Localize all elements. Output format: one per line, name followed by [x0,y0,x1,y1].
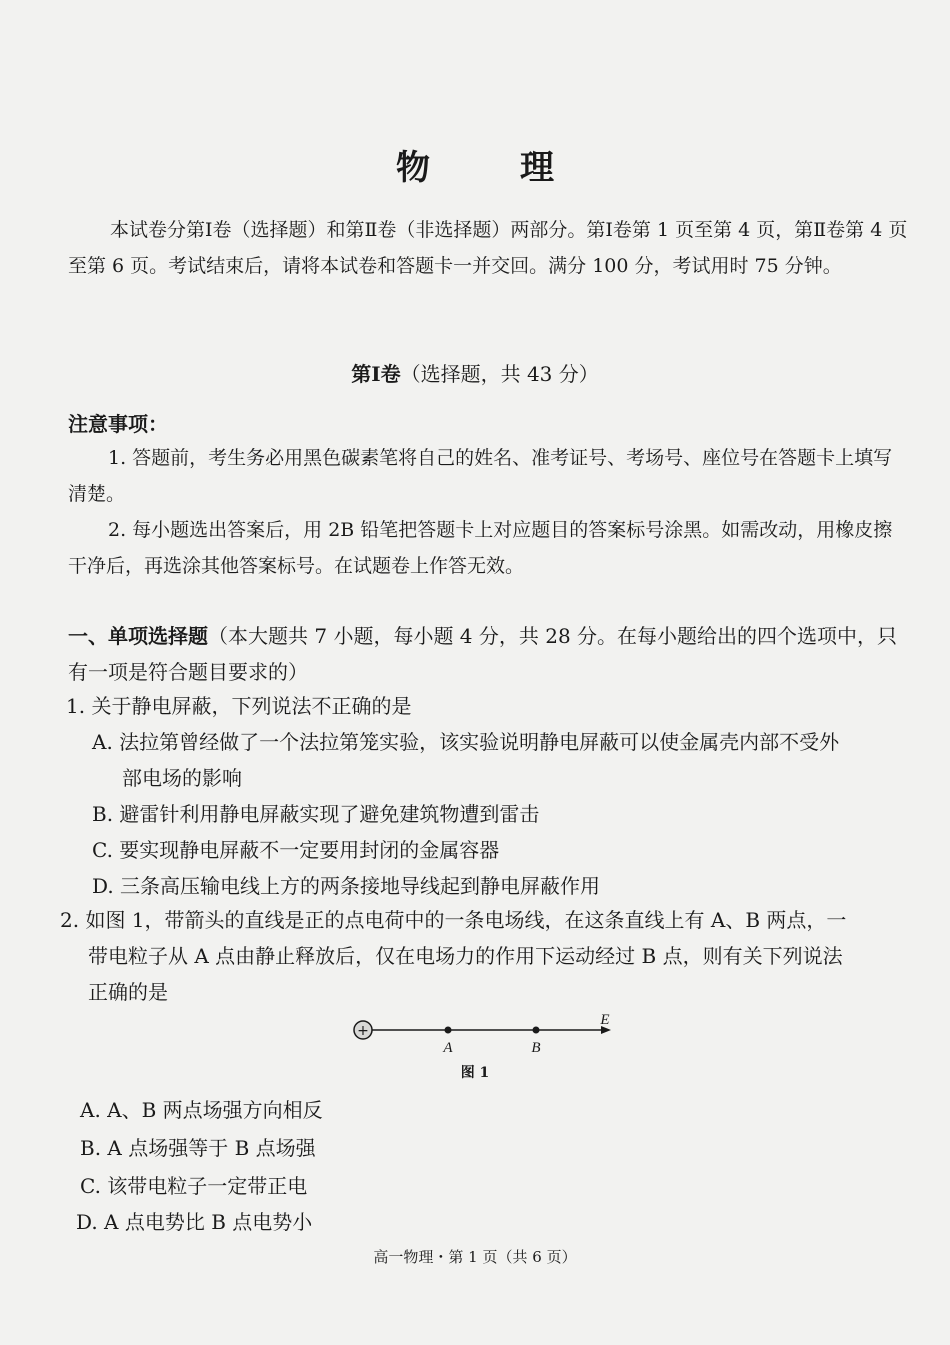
question-1-option-d: D. 三条高压输电线上方的两条接地导线起到静电屏蔽作用 [92,874,601,898]
intro-paragraph: 本试卷分第Ⅰ卷（选择题）和第Ⅱ卷（非选择题）两部分。第Ⅰ卷第 1 页至第 4 页，第Ⅱ卷第 4 页至第 6 页。考试结束后，请将本试卷和答题卡一并交回。满分 100 分，考试用时 75 分钟。 [68,219,908,277]
charge-sign: + [357,1023,369,1039]
page-title: 物 理 [396,148,582,188]
point-a-dot [445,1027,452,1034]
question-1-option-b: B. 避雷针利用静电屏蔽实现了避免建筑物遭到雷击 [92,802,540,826]
question-2-option-d: D. A 点电势比 B 点电势小 [76,1210,313,1234]
question-2-line-3: 正确的是 [88,980,168,1004]
question-2-option-a: A. A、B 两点场强方向相反 [80,1098,323,1122]
field-e-label: E [600,1012,610,1028]
section-heading [0,358,950,387]
figure-1-field-line [345,1010,625,1060]
section-heading-bold: 第Ⅰ卷 [351,362,401,386]
point-b-label: B [531,1040,541,1056]
question-1-option-c: C. 要实现静电屏蔽不一定要用封闭的金属容器 [92,838,500,862]
point-b-dot [533,1027,540,1034]
section-heading-rest: （选择题，共 43 分） [400,362,599,386]
part-heading [68,618,908,690]
question-2-line-2: 带电粒子从 A 点由静止释放后，仅在电场力的作用下运动经过 B 点，则有关下列说法 [88,944,843,968]
question-2-option-b: B. A 点场强等于 B 点场强 [80,1136,316,1160]
note-item-1: 1. 答题前，考生务必用黑色碳素笔将自己的姓名、准考证号、考场号、座位号在答题卡上填写清楚。 [68,447,893,505]
note-item-2: 2. 每小题选出答案后，用 2B 铅笔把答题卡上对应题目的答案标号涂黑。如需改动，用橡皮擦干净后，再选涂其他答案标号。在试题卷上作答无效。 [68,519,893,577]
option-a-line-1: A. 法拉第曾经做了一个法拉第笼实验，该实验说明静电屏蔽可以使金属壳内部不受外 [92,730,840,754]
option-a-line-2: 部电场的影响 [122,766,242,790]
part-heading-rest: （本大题共 7 小题，每小题 4 分，共 28 分。在每小题给出的四个选项中，只有一项是符合题目要求的） [68,624,898,684]
part-heading-bold: 一、单项选择题 [68,624,208,648]
question-1-stem: 1. 关于静电屏蔽，下列说法不正确的是 [66,694,412,718]
page-footer: 高一物理・第 1 页（共 6 页） [373,1248,577,1266]
notes-title: 注意事项： [68,412,168,436]
figure-1-caption: 图 1 [460,1065,490,1081]
question-2-line-1: 2. 如图 1，带箭头的直线是正的点电荷中的一条电场线，在这条直线上有 A、B 两点，一 [60,908,847,932]
question-2-stem [60,902,910,1010]
point-a-label: A [443,1040,453,1056]
question-2-option-c: C. 该带电粒子一定带正电 [80,1174,308,1198]
question-1-option-a [92,724,902,796]
